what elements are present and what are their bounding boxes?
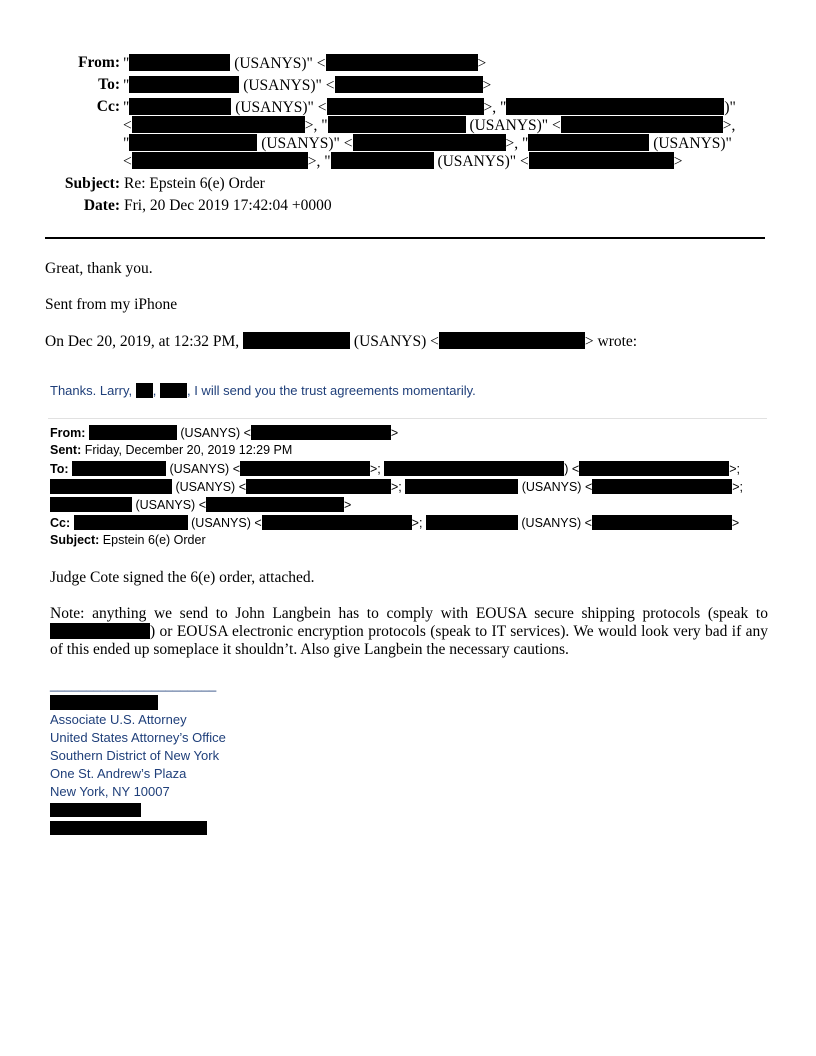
quoted-to-3: (USANYS) < >	[50, 497, 351, 512]
to-label: To:	[98, 76, 120, 93]
redaction	[74, 515, 188, 530]
redaction	[50, 821, 207, 835]
redaction	[335, 76, 483, 93]
redaction	[50, 623, 150, 639]
redaction	[129, 54, 230, 71]
redaction	[328, 116, 466, 133]
cc-label: Cc:	[96, 98, 120, 115]
redaction	[405, 479, 518, 494]
quoted-to-2: (USANYS) < >; (USANYS) < >;	[50, 479, 743, 494]
redaction	[50, 497, 132, 512]
date-value: Fri, 20 Dec 2019 17:42:04 +0000	[124, 197, 332, 214]
redaction	[384, 461, 564, 476]
quoted-para-1: Judge Cote signed the 6(e) order, attached.	[50, 569, 315, 586]
quoted-subject: Subject: Epstein 6(e) Order	[50, 533, 206, 547]
signature-title: Associate U.S. Attorney	[50, 712, 187, 727]
signature-line: _______________________	[50, 677, 217, 692]
signature-office: United States Attorney’s Office	[50, 730, 226, 745]
redaction	[506, 98, 724, 115]
redaction	[439, 332, 585, 349]
redaction	[132, 116, 305, 133]
redaction	[129, 76, 239, 93]
thanks-line: Thanks. Larry, , , I will send you the trust agreements momentarily.	[50, 383, 476, 398]
quoted-to-1: To: (USANYS) < >; ) < >;	[50, 462, 740, 476]
redaction	[50, 803, 141, 817]
redaction	[592, 479, 732, 494]
redaction	[426, 515, 518, 530]
redaction	[129, 134, 257, 151]
redaction	[353, 134, 506, 151]
signature-address: One St. Andrew’s Plaza	[50, 766, 187, 781]
redaction	[529, 152, 674, 169]
signature-city: New York, NY 10007	[50, 784, 170, 799]
redaction	[528, 134, 649, 151]
redaction	[251, 425, 391, 440]
subject-value: Re: Epstein 6(e) Order	[124, 175, 265, 192]
signature-district: Southern District of New York	[50, 748, 220, 763]
redaction	[160, 383, 187, 398]
redaction	[561, 116, 723, 133]
from-label: From:	[78, 54, 120, 71]
redaction	[136, 383, 153, 398]
reply-line-2: Sent from my iPhone	[45, 296, 178, 313]
cc-line-3: " (USANYS)" < >, " (USANYS)"	[123, 135, 732, 152]
date-label: Date:	[83, 197, 120, 214]
quoted-sent: Sent: Friday, December 20, 2019 12:29 PM	[50, 443, 293, 457]
cc-line-2: < >, " (USANYS)" < >,	[123, 117, 736, 134]
redaction	[262, 515, 412, 530]
redaction	[206, 497, 344, 512]
quote-divider	[48, 418, 767, 419]
redaction	[326, 54, 478, 71]
redaction	[50, 479, 172, 494]
quoted-note: Note: anything we send to John Langbein has to comply with EOUSA secure shipping protocols (speak to ) or EOUSA electronic encryption protocols (speak to IT services). We would look very bad if any of this ended up someplace it shouldn’t. Also give Langbein the necessary cautions.	[50, 605, 768, 658]
to-value: " (USANYS)" < >	[123, 77, 492, 94]
cc-line-1: " (USANYS)" < >, " )"	[123, 99, 736, 116]
redaction	[132, 152, 308, 169]
redaction	[592, 515, 732, 530]
redaction	[89, 425, 177, 440]
redaction	[331, 152, 434, 169]
quoted-cc: Cc: (USANYS) < >; (USANYS) < >	[50, 516, 740, 530]
cc-line-4: < >, " (USANYS)" < >	[123, 153, 683, 170]
redaction	[246, 479, 391, 494]
quoted-from: From: (USANYS) < >	[50, 426, 399, 440]
header-divider	[45, 237, 765, 239]
on-wrote-line: On Dec 20, 2019, at 12:32 PM, (USANYS) < > wrote:	[45, 333, 638, 350]
redaction	[50, 695, 158, 710]
redaction	[240, 461, 370, 476]
redaction	[327, 98, 484, 115]
from-value: " (USANYS)" < >	[123, 55, 487, 72]
redaction	[72, 461, 166, 476]
reply-line-1: Great, thank you.	[45, 260, 153, 277]
redaction	[579, 461, 729, 476]
redaction	[129, 98, 231, 115]
subject-label: Subject:	[64, 175, 120, 192]
redaction	[243, 332, 350, 349]
